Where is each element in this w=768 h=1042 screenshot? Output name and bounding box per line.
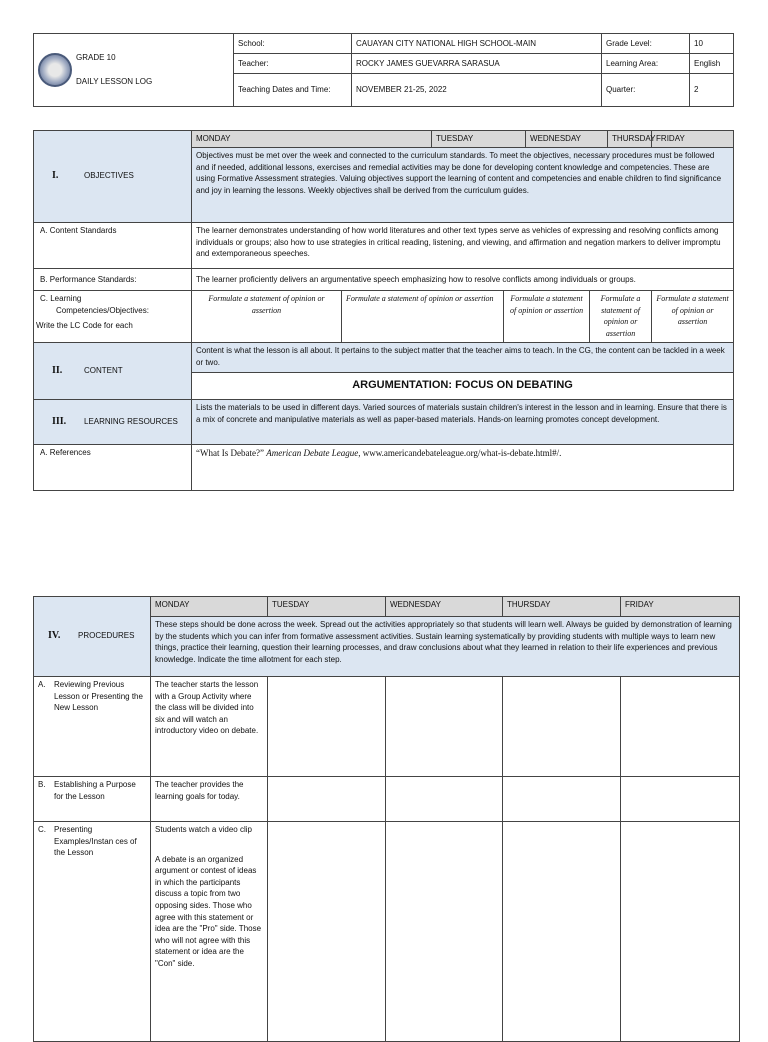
procedures-heading: IV. PROCEDURES [34,597,151,677]
dates-label: Teaching Dates and Time: [234,74,352,107]
objectives-heading: I. OBJECTIVES [34,131,192,223]
proc-row-wednesday [386,822,503,1042]
procedures-table [33,596,740,1042]
proc-row-wednesday [386,677,503,777]
proc-row-tuesday [268,677,386,777]
day-monday: MONDAY [192,131,432,148]
proc-day-thursday: THURSDAY [503,597,621,617]
lc-thursday: Formulate a statement of opinion or assertion [590,291,652,343]
lc-tuesday: Formulate a statement of opinion or assertion [342,291,504,343]
school-label: School: [234,34,352,54]
log-title: DAILY LESSON LOG [76,77,153,86]
day-friday: FRIDAY [652,131,734,148]
proc-row-tuesday [268,822,386,1042]
proc-row-friday [621,677,740,777]
content-heading: II. CONTENT [34,343,192,400]
proc-day-friday: FRIDAY [621,597,740,617]
teacher-value: ROCKY JAMES GUEVARRA SARASUA [352,54,602,74]
deped-seal-icon [38,53,72,87]
content-text: Content is what the lesson is all about. It pertains to the subject matter that the teacher aims to teach. In the CG, the content can be tackled in a week or two. [192,343,734,373]
proc-row-label: B. Establishing a Purpose for the Lesson [34,777,151,822]
school-logo-cell [34,34,234,107]
day-tuesday: TUESDAY [432,131,526,148]
proc-day-wednesday: WEDNESDAY [386,597,503,617]
procedures-text: These steps should be done across the week. Spread out the activities appropriately so that students will learn well. Always be guided by demonstration of learning by the students which you can infer from formative assessment activities. Sustain learning systematically by providing students with multiple ways to learn new things, practice their learning, question their learning processes, and draw conclusions about what they learned in relation to their life experiences and previous knowledge. Indicate the time allotment for each step. [151,617,740,677]
header-table [33,33,734,107]
proc-day-tuesday: TUESDAY [268,597,386,617]
objectives-table [33,130,734,491]
dates-value: NOVEMBER 21-25, 2022 [352,74,602,107]
grade-level-value: 10 [690,34,734,54]
day-wednesday: WEDNESDAY [526,131,608,148]
learning-competencies-label: C. Learning Competencies/Objectives: Write the LC Code for each [34,291,192,343]
learning-area-value: English [690,54,734,74]
references-label: A. References [34,445,192,491]
quarter-label: Quarter: [602,74,690,107]
lc-wednesday: Formulate a statement of opinion or assertion [504,291,590,343]
proc-row-wednesday [386,777,503,822]
learning-resources-text: Lists the materials to be used in different days. Varied sources of materials sustain children's interest in the lesson and in learning. Ensure that there is a mix of concrete and manipulative materials as well as paper-based materials. Hands-on learning promotes concept development. [192,400,734,445]
proc-row-friday [621,822,740,1042]
performance-standards-text: The learner proficiently delivers an argumentative speech emphasizing how to resolve conflicts among individuals or groups. [192,269,734,291]
proc-row-label: A. Reviewing Previous Lesson or Presenting the New Lesson [34,677,151,777]
proc-row-label: C. Presenting Examples/Instan ces of the Lesson [34,822,151,1042]
references-text [192,445,734,491]
proc-row-thursday [503,677,621,777]
learning-area-label: Learning Area: [602,54,690,74]
proc-row-tuesday [268,777,386,822]
performance-standards-label: B. Performance Standards: [34,269,192,291]
references-pre: “What Is Debate?” [196,448,267,458]
proc-row-monday: The teacher provides the learning goals for today. [151,777,268,822]
content-standards-text: The learner demonstrates understanding of how world literatures and other text types serve as vehicles of expressing and resolving conflicts among individuals or groups; also how to use strategies in critical reading, listening, and viewing, and affirmation and negation markers to deliver impromptu and extemporaneous speeches. [192,223,734,269]
school-value: CAUAYAN CITY NATIONAL HIGH SCHOOL-MAIN [352,34,602,54]
proc-row-thursday [503,777,621,822]
proc-row-friday [621,777,740,822]
proc-day-monday: MONDAY [151,597,268,617]
references-link[interactable]: , www.americandebateleague.org/what-is-debate.html#/. [358,448,562,458]
day-thursday: THURSDAY [608,131,652,148]
references-source: American Debate League [266,448,359,458]
proc-row-thursday [503,822,621,1042]
grade-title: GRADE 10 [76,53,116,63]
grade-level-label: Grade Level: [602,34,690,54]
content-standards-label: A. Content Standards [34,223,192,269]
teacher-label: Teacher: [234,54,352,74]
lc-friday: Formulate a statement of opinion or assertion [652,291,734,343]
quarter-value: 2 [690,74,734,107]
proc-row-monday: Students watch a video clip A debate is an organized argument or contest of ideas in which the participants discuss a topic from two opposing sides. Those who agree with this statement or idea are the "Pro" side. Those who will not agree with this statement or idea are the "Con" side. [151,822,268,1042]
proc-row-monday: The teacher starts the lesson with a Group Activity where the class will be divided into six and will watch an introductory video on debate. [151,677,268,777]
lc-monday: Formulate a statement of opinion or assertion [192,291,342,343]
objectives-text: Objectives must be met over the week and connected to the curriculum standards. To meet the objectives, necessary procedures must be followed and if needed, additional lessons, exercises and remedial activities may be done for developing content knowledge and competencies. These are using Formative Assessment strategies. Valuing objectives support the learning of content and competencies and enable children to find significance and joy in learning the lessons. Weekly objectives shall be derived from the curriculum guides. [192,148,734,223]
content-title: ARGUMENTATION: FOCUS ON DEBATING [192,373,734,400]
learning-resources-heading: III. LEARNING RESOURCES [34,400,192,445]
